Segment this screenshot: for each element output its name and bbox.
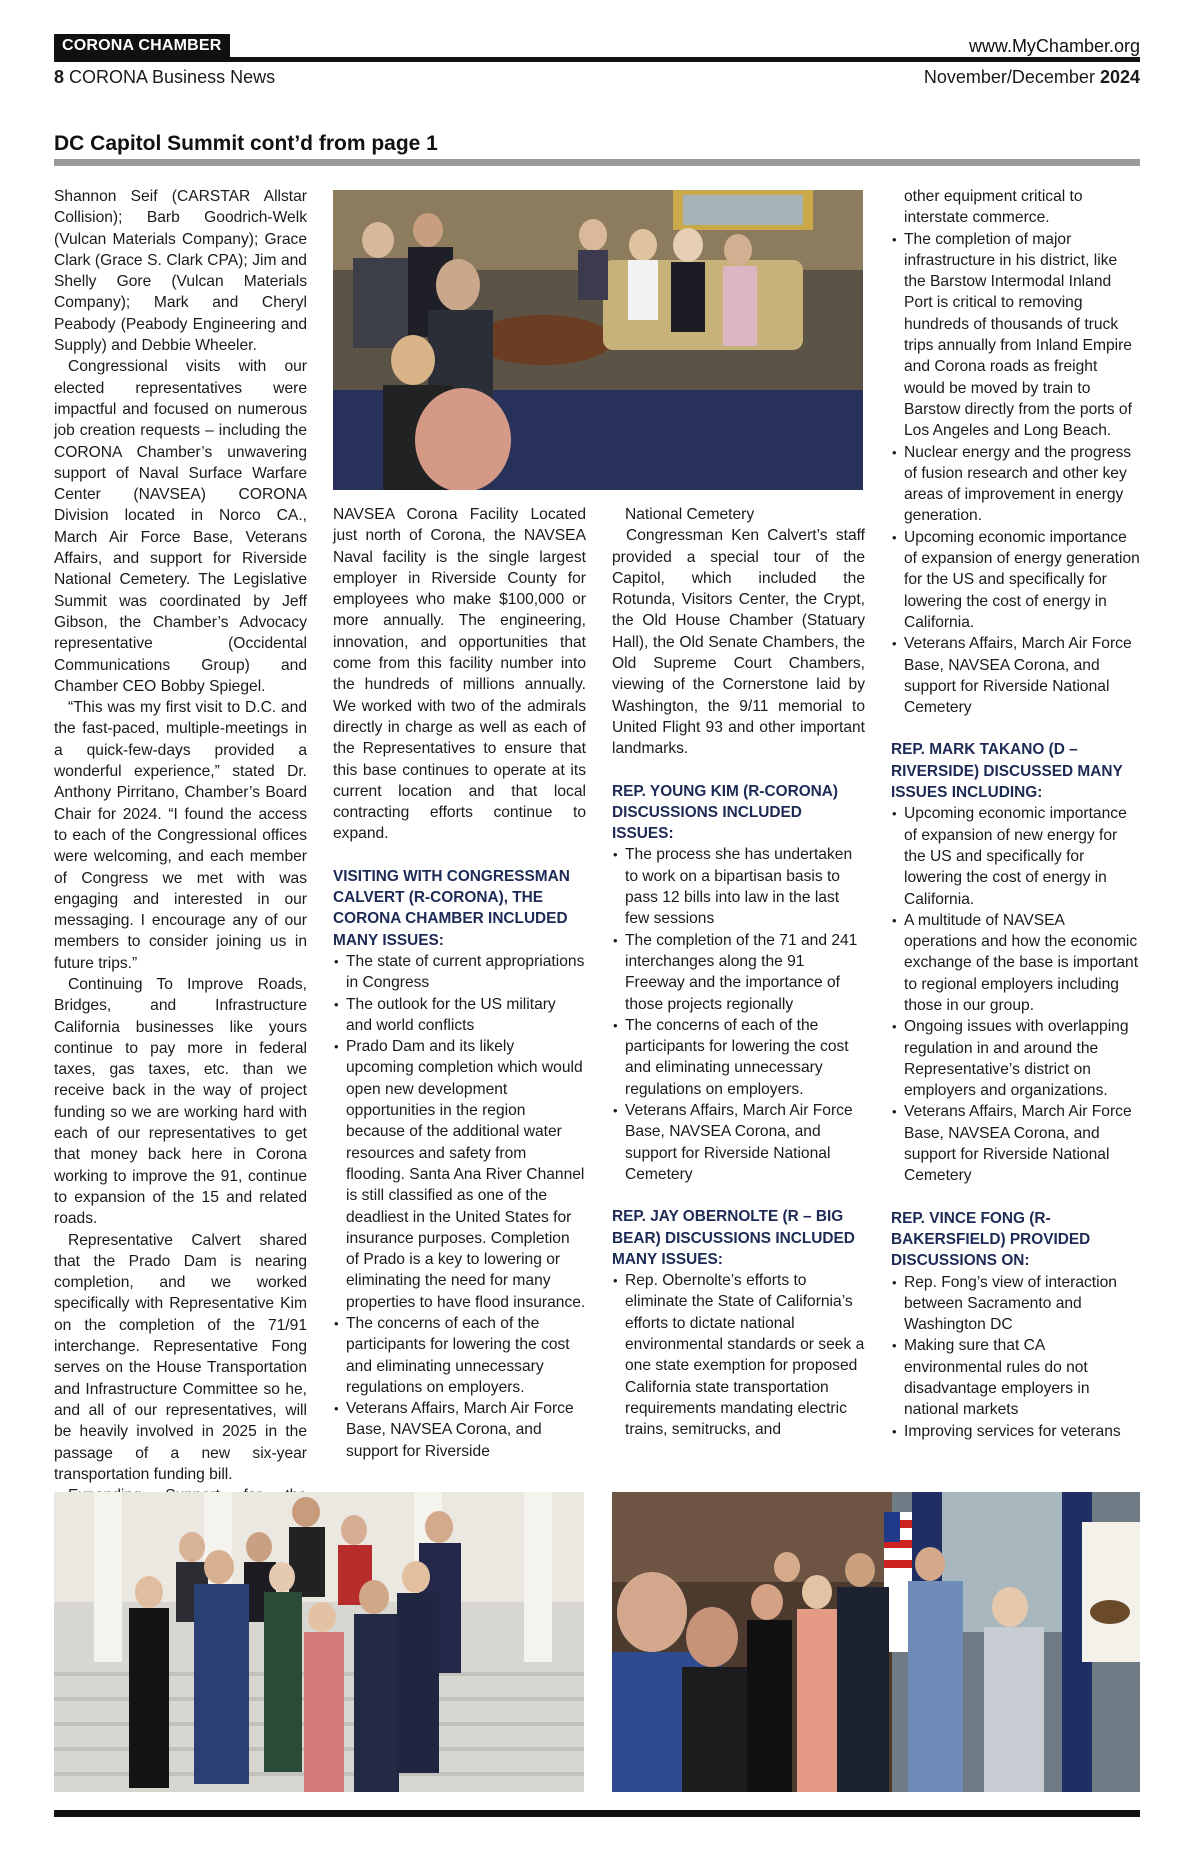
list-item: • Ongoing issues with overlapping regulation in and around the Representative’s district on employers and organizations. bbox=[891, 1016, 1140, 1101]
list-item: • The concerns of each of the participants for lowering the cost and eliminating unnecessary regulations on employers. bbox=[333, 1313, 586, 1398]
list-item: • Nuclear energy and the progress of fusion research and other key areas of improvement in energy generation. bbox=[891, 442, 1140, 527]
publication-name: CORONA Business News bbox=[69, 67, 276, 87]
list-item: • The state of current appropriations in Congress bbox=[333, 951, 586, 994]
list-item: • Rep. Obernolte’s efforts to eliminate the State of California’s efforts to dictate national environmental standards or seek a one state exemption for proposed California state transportation requirements mandating electric trains, semitrucks, and bbox=[612, 1270, 865, 1440]
group-photo-steps bbox=[54, 1492, 584, 1792]
section-heading: REP. MARK TAKANO (D – RIVERSIDE) DISCUSSED MANY ISSUES INCLUDING: bbox=[891, 741, 1123, 802]
list-item: • Veterans Affairs, March Air Force Base, NAVSEA Corona, and support for Riverside National Cemetery bbox=[891, 1101, 1140, 1186]
bullet-list bbox=[891, 803, 1140, 1186]
column-3 bbox=[612, 504, 865, 1440]
section-heading: REP. YOUNG KIM (R-CORONA) DISCUSSIONS INCLUDED ISSUES: bbox=[612, 782, 839, 843]
issue-date bbox=[924, 67, 1140, 88]
list-item: • A multitude of NAVSEA operations and how the economic exchange of the base is important to regional employers including those in our group. bbox=[891, 910, 1140, 1016]
paragraph: Congressional visits with our elected representatives were impactful and focused on numerous job creation requests – including the CORONA Chamber’s unwavering support of Naval Surface Warfare Center (NAVSEA) CORONA Division located in Norco CA., March Air Force Base, Veterans Affairs, and support for Riverside National Cemetery. The Legislative Summit was coordinated by Jeff Gibson, the Chamber’s Advocacy representative (Occidental Communications Group) and Chamber CEO Bobby Spiegel. bbox=[54, 358, 307, 695]
paragraph: other equipment critical to interstate commerce. bbox=[904, 188, 1083, 227]
paragraph: Congressman Ken Calvert’s staff provided a special tour of the Capitol, which included the Rotunda, Visitors Center, the Crypt, the Old House Chamber (Statuary Hall), the Old Senate Chambers, the Old Supreme Court Chambers, viewing of the Cornerstone laid by Washington, the 9/11 memorial to United Flight 93 and other important landmarks. bbox=[612, 527, 865, 758]
column-2 bbox=[333, 504, 586, 1462]
paragraph: Representative Calvert shared that the Prado Dam is nearing completion, and we worked specifically with Representative Kim on the completion of the 71/91 interchange. Representative Fong serves on the House Transportation and Infrastructure Committee so he, and all of our representatives, will be heavily involved in 2025 in the passage of a new six-year transportation funding bill. bbox=[54, 1231, 307, 1483]
list-item: • Upcoming economic importance of expansion of energy generation for the US and specifically for lowering the cost of energy in California. bbox=[891, 527, 1140, 633]
list-item: • Making sure that CA environmental rules do not disadvantage employers in national markets bbox=[891, 1335, 1140, 1420]
bullet-list bbox=[891, 1272, 1140, 1442]
paragraph: Continuing To Improve Roads, Bridges, and Infrastructure California businesses like yours continue to pay more in federal taxes, gas taxes, etc. than we receive back in the way of project funding so we are working hard with each of our representatives to get that money back here in Corona working to improve the 91, continue to expansion of the 15 and related roads. bbox=[54, 975, 307, 1228]
section-heading: REP. VINCE FONG (R-BAKERSFIELD) PROVIDED DISCUSSIONS ON: bbox=[891, 1209, 1091, 1270]
section-badge: CORONA CHAMBER bbox=[54, 34, 230, 57]
paragraph: NAVSEA Corona Facility Located just north of Corona, the NAVSEA Naval facility is the single largest employer in Riverside County for employees who make $100,000 or more annually. The engineering, innovation, and opportunities that come from this facility number into the hundreds of millions annually. We worked with two of the admirals directly in charge as well as each of the Representatives to ensure that this base continues to operate at its current location and that local contracting efforts continue to expand. bbox=[333, 506, 586, 843]
page-number: 8 bbox=[54, 67, 65, 87]
issue-months: November/December bbox=[923, 67, 1095, 87]
masthead-rule bbox=[54, 57, 1140, 62]
list-item: • The process she has undertaken to work on a bipartisan basis to pass 12 bills into law in the last few sessions bbox=[612, 844, 865, 929]
column-4 bbox=[891, 186, 1140, 1442]
bullet-list bbox=[891, 229, 1140, 719]
title-rule bbox=[54, 159, 1140, 166]
list-item: • The completion of major infrastructure in his district, like the Barstow Intermodal Inland Port is critical to removing hundreds of thousands of truck trips annually from Inland Empire and Corona roads as freight would be moved by train to Barstow directly from the ports of Los Angeles and Long Beach. bbox=[891, 229, 1140, 442]
masthead bbox=[54, 34, 1140, 96]
list-item: • Improving services for veterans bbox=[891, 1421, 1140, 1442]
column-1 bbox=[54, 186, 307, 1506]
footer-rule bbox=[54, 1810, 1140, 1817]
group-photo-office bbox=[612, 1492, 1140, 1792]
list-item: • Upcoming economic importance of expansion of new energy for the US and specifically for lowering the cost of energy in California. bbox=[891, 803, 1140, 909]
article-title: DC Capitol Summit cont’d from page 1 bbox=[54, 132, 438, 155]
issue-year: 2024 bbox=[1099, 67, 1140, 87]
paragraph: “This was my first visit to D.C. and the fast-paced, multiple-meetings in a quick-few-days provided a wonderful experience,” stated Dr. Anthony Pirritano, Chamber’s Board Chair for 2024. “I found the access to each of the Congressional offices were welcoming, and each member of Congress we met with was engaging and interested in our messaging. I encourage any of our members to consider joining us in future trips.” bbox=[54, 699, 307, 972]
list-item: • The completion of the 71 and 241 interchanges along the 91 Freeway and the importance of those projects regionally bbox=[612, 930, 865, 1015]
website-link[interactable]: www.MyChamber.org bbox=[968, 36, 1140, 56]
bullet-list bbox=[612, 1270, 865, 1440]
list-item: • Prado Dam and its likely upcoming completion which would open new development opportunities in the region because of the additional water resources and safety from flooding. Santa Ana River Channel is still classified as one of the deadliest in the United States for insurance purposes. Completion of Prado is a key to lowering or eliminating the need for many properties to have flood insurance. bbox=[333, 1036, 586, 1313]
list-item: • Veterans Affairs, March Air Force Base, NAVSEA Corona, and support for Riverside bbox=[333, 1398, 586, 1462]
paragraph: Shannon Seif (CARSTAR Allstar Collision); Barb Goodrich-Welk (Vulcan Materials Company); Grace Clark (Grace S. Clark CPA); Jim and Shelly Gore (Vulcan Materials Company); Mark and Cheryl Peabody (Peabody Engineering and Supply) and Debbie Wheeler. bbox=[54, 188, 307, 355]
list-item: • The concerns of each of the participants for lowering the cost and eliminating unnecessary regulations on employers. bbox=[612, 1015, 865, 1100]
bullet-list bbox=[333, 951, 586, 1462]
page-info bbox=[54, 67, 275, 88]
list-item: • Rep. Fong’s view of interaction between Sacramento and Washington DC bbox=[891, 1272, 1140, 1336]
section-heading: VISITING WITH CONGRESSMAN CALVERT (R-CORONA), THE CORONA CHAMBER INCLUDED MANY ISSUES: bbox=[333, 867, 570, 949]
section-heading: REP. JAY OBERNOLTE (R – BIG BEAR) DISCUSSIONS INCLUDED MANY ISSUES: bbox=[612, 1208, 855, 1268]
list-item: • The outlook for the US military and world conflicts bbox=[333, 994, 586, 1037]
list-item: • Veterans Affairs, March Air Force Base, NAVSEA Corona, and support for Riverside National Cemetery bbox=[612, 1100, 865, 1185]
paragraph: National Cemetery bbox=[625, 506, 755, 523]
bullet-list bbox=[612, 844, 865, 1185]
list-item: • Veterans Affairs, March Air Force Base, NAVSEA Corona, and support for Riverside National Cemetery bbox=[891, 633, 1140, 718]
meeting-photo bbox=[333, 190, 863, 490]
